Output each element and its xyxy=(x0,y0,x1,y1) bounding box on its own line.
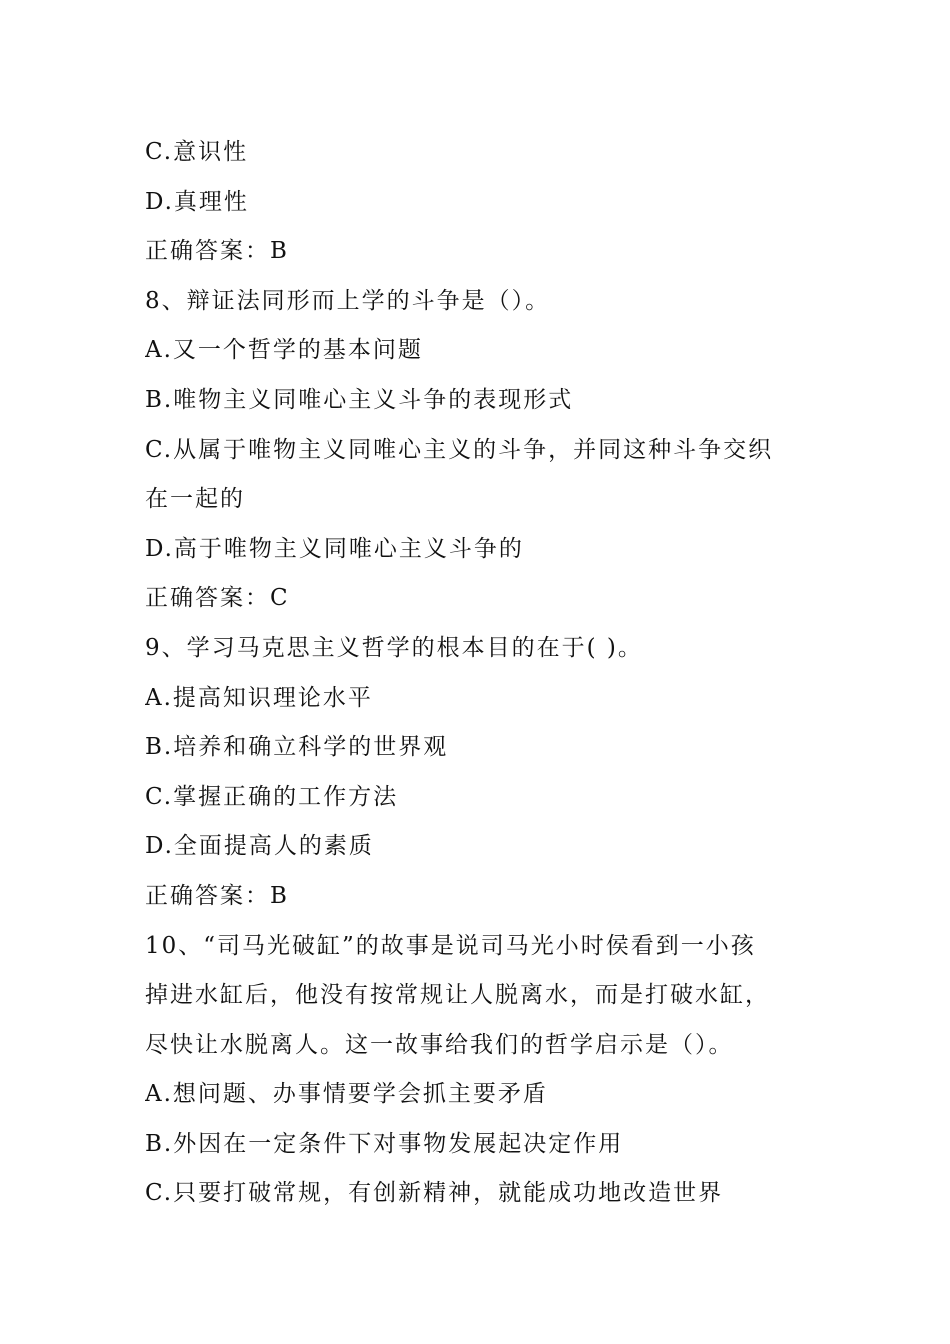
option-b-q8: B.唯物主义同唯心主义斗争的表现形式 xyxy=(145,386,574,413)
option-d-q9: D.全面提高人的素质 xyxy=(145,833,374,860)
option-a-q8: A.又一个哲学的基本问题 xyxy=(145,337,423,364)
answer-q9: 正确答案：B xyxy=(145,882,289,909)
question-10: 10、“司马光破缸”的故事是说司马光小时侯看到一小孩 xyxy=(145,932,756,959)
answer-q7: 正确答案：B xyxy=(145,238,289,265)
option-c-q10: C.只要打破常规，有创新精神，就能成功地改造世界 xyxy=(145,1180,724,1207)
document-body xyxy=(145,130,815,1221)
question-10-continued: 掉进水缸后，他没有按常规让人脱离水，而是打破水缸， xyxy=(145,982,770,1009)
option-a-q10: A.想问题、办事情要学会抓主要矛盾 xyxy=(145,1081,548,1108)
question-8: 8、辩证法同形而上学的斗争是（）。 xyxy=(145,287,551,314)
option-b-q10: B.外因在一定条件下对事物发展起决定作用 xyxy=(145,1130,624,1157)
option-a-q9: A.提高知识理论水平 xyxy=(145,684,373,711)
question-9: 9、学习马克思主义哲学的根本目的在于( )。 xyxy=(145,634,643,661)
option-d-q8: D.高于唯物主义同唯心主义斗争的 xyxy=(145,535,524,562)
option-c-q9: C.掌握正确的工作方法 xyxy=(145,783,399,810)
option-c-q8: C.从属于唯物主义同唯心主义的斗争，并同这种斗争交织 xyxy=(145,436,774,463)
question-10-continued: 尽快让水脱离人。这一故事给我们的哲学启示是（）。 xyxy=(145,1031,734,1058)
option-c-q7: C.意识性 xyxy=(145,139,249,165)
option-b-q9: B.培养和确立科学的世界观 xyxy=(145,734,449,761)
option-d-q7: D.真理性 xyxy=(145,188,249,215)
answer-q8: 正确答案：C xyxy=(145,585,290,612)
option-c-q8-continued: 在一起的 xyxy=(145,486,245,513)
